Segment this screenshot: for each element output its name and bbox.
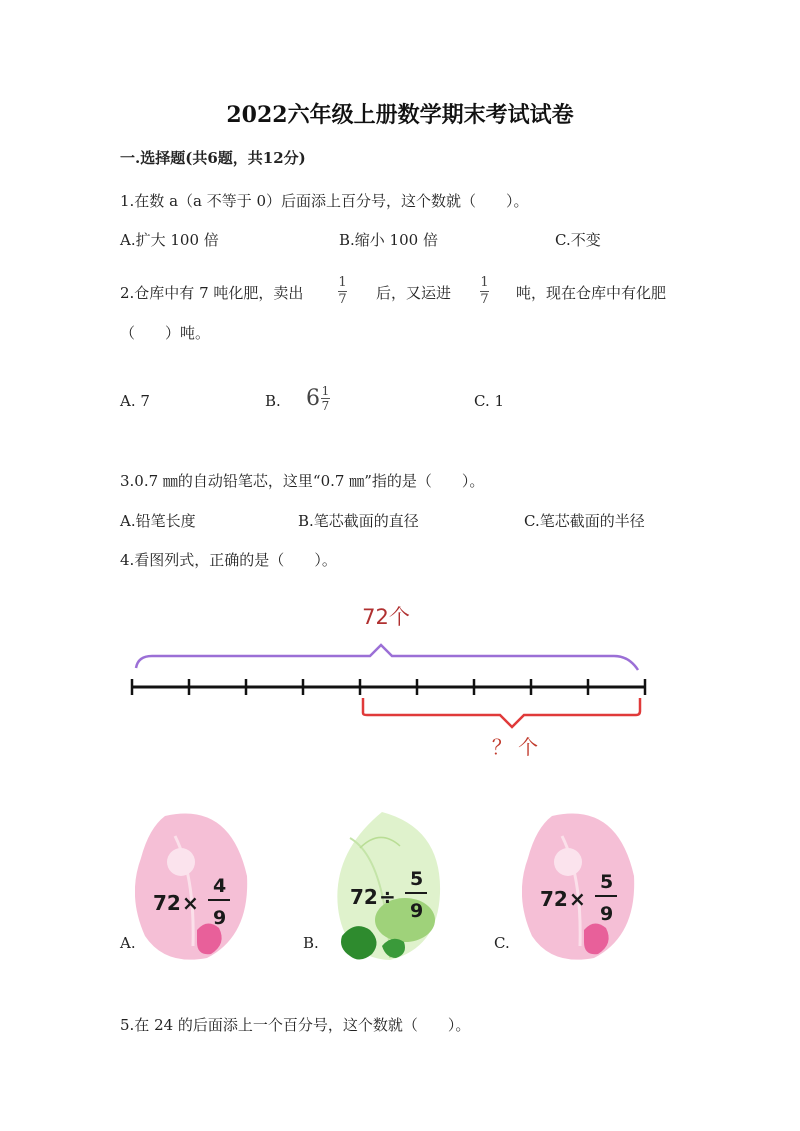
fraction-numerator: 1 bbox=[338, 275, 347, 290]
question-3-option-b[interactable]: B.笔芯截面的直径 bbox=[298, 512, 419, 530]
question-1-stem: 1.在数 a（a 不等于 0）后面添上百分号，这个数就（ ）。 bbox=[120, 192, 529, 210]
diagram-bottom-brace bbox=[363, 698, 640, 727]
fraction-numerator: 1 bbox=[321, 384, 330, 398]
segment-diagram bbox=[120, 595, 660, 770]
svg-text:5: 5 bbox=[410, 868, 424, 890]
page-title: 2022六年级上册数学期末考试试卷 bbox=[226, 102, 574, 128]
svg-text:4: 4 bbox=[213, 875, 227, 897]
fraction-denominator: 7 bbox=[480, 292, 489, 307]
fraction-denominator: 7 bbox=[338, 292, 347, 307]
svg-text:72: 72 bbox=[350, 885, 378, 909]
question-3-option-a[interactable]: A.铅笔长度 bbox=[120, 512, 196, 530]
question-2-stem-line2: （ ）吨。 bbox=[120, 324, 211, 342]
question-2-fraction-1 bbox=[338, 276, 347, 307]
question-3-stem: 3.0.7 ㎜的自动铅笔芯，这里“0.7 ㎜”指的是（ ）。 bbox=[120, 472, 485, 490]
question-2-option-b-mixed-number bbox=[306, 385, 330, 412]
fraction-numerator: 1 bbox=[480, 275, 489, 290]
diagram-bottom-label: ？ 个 bbox=[491, 735, 539, 759]
mixed-whole: 6 bbox=[306, 386, 320, 411]
question-2-option-b[interactable]: B. bbox=[265, 392, 281, 410]
svg-text:÷: ÷ bbox=[379, 885, 396, 909]
question-4-option-b-label[interactable]: B. bbox=[303, 934, 319, 952]
svg-text:72: 72 bbox=[153, 891, 181, 915]
question-2-option-c[interactable]: C. 1 bbox=[474, 392, 505, 410]
svg-text:9: 9 bbox=[600, 903, 614, 925]
section-heading: 一.选择题(共6题，共12分) bbox=[120, 149, 306, 167]
question-5-stem: 5.在 24 的后面添上一个百分号，这个数就（ ）。 bbox=[120, 1016, 471, 1034]
question-4-option-b-leaf[interactable] bbox=[330, 808, 445, 968]
svg-text:5: 5 bbox=[600, 871, 614, 893]
question-2-stem-part3: 吨，现在仓库中有化肥 bbox=[516, 284, 667, 302]
question-2-fraction-2 bbox=[480, 276, 489, 307]
svg-text:72: 72 bbox=[540, 887, 568, 911]
svg-text:×: × bbox=[569, 887, 586, 911]
question-4-option-c-leaf[interactable] bbox=[522, 806, 637, 966]
question-1-option-c[interactable]: C.不变 bbox=[555, 231, 601, 249]
question-4-option-c-label[interactable]: C. bbox=[494, 934, 510, 952]
question-2-stem-part2: 后，又运进 bbox=[376, 284, 452, 302]
question-3-option-c[interactable]: C.笔芯截面的半径 bbox=[524, 512, 645, 530]
svg-text:×: × bbox=[182, 891, 199, 915]
diagram-top-label: 72个 bbox=[362, 605, 410, 629]
question-1-option-b[interactable]: B.缩小 100 倍 bbox=[339, 231, 438, 249]
fraction-denominator: 7 bbox=[321, 399, 330, 413]
svg-text:9: 9 bbox=[410, 900, 424, 922]
question-4-stem: 4.看图列式，正确的是（ ）。 bbox=[120, 551, 337, 569]
diagram-top-brace bbox=[136, 645, 638, 670]
svg-text:9: 9 bbox=[213, 907, 227, 929]
question-4-option-a-leaf[interactable] bbox=[135, 806, 250, 966]
question-1-option-a[interactable]: A.扩大 100 倍 bbox=[120, 231, 219, 249]
question-4-option-a-label[interactable]: A. bbox=[120, 934, 136, 952]
question-2-stem-part1: 2.仓库中有 7 吨化肥，卖出 bbox=[120, 284, 304, 302]
question-2-option-a[interactable]: A. 7 bbox=[120, 392, 150, 410]
